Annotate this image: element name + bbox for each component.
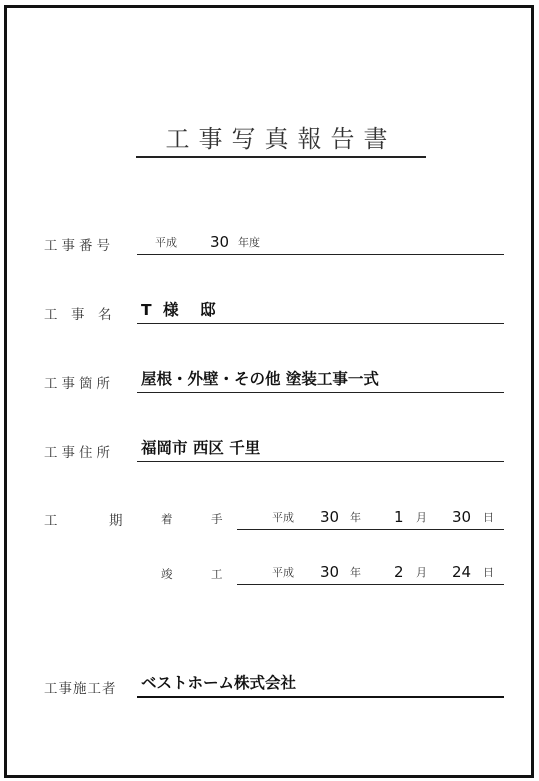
end-day-unit: 日 [483, 566, 494, 579]
project-name-field [137, 297, 504, 324]
start-day-unit: 日 [483, 511, 494, 524]
end-date-field [237, 558, 504, 585]
location-part-label: 工事箇所 [44, 376, 114, 392]
start-month: 1 [394, 508, 404, 526]
end-year-unit: 年 [350, 566, 361, 579]
fiscal-year-era: 平成 [155, 236, 177, 249]
end-label-right: 工 [211, 567, 223, 581]
start-year-unit: 年 [350, 511, 361, 524]
start-era: 平成 [272, 511, 294, 524]
location-part-field [137, 366, 504, 393]
project-name-label: 工 事 名 [44, 307, 112, 323]
fiscal-year-value: 30 [210, 233, 230, 251]
address-field [137, 435, 504, 462]
project-name-value: T 様 邸 [141, 301, 219, 319]
end-month: 2 [394, 563, 404, 581]
start-label-right: 手 [211, 512, 223, 526]
end-label-left: 竣 [161, 567, 173, 581]
fiscal-year-label: 工事番号 [44, 238, 114, 254]
start-day: 30 [452, 508, 472, 526]
end-year: 30 [320, 563, 340, 581]
start-month-unit: 月 [416, 511, 427, 524]
start-label-left: 着 [161, 512, 173, 526]
contractor-field [137, 670, 504, 698]
end-month-unit: 月 [416, 566, 427, 579]
start-year: 30 [320, 508, 340, 526]
period-label-right: 期 [109, 513, 123, 529]
address-value: 福岡市 西区 千里 [141, 439, 261, 457]
location-part-value: 屋根・外壁・その他 塗装工事一式 [141, 370, 379, 388]
end-day: 24 [452, 563, 472, 581]
address-label: 工事住所 [44, 445, 114, 461]
page-title: 工事写真報告書 [136, 122, 426, 158]
fiscal-year-suffix: 年度 [238, 236, 260, 249]
contractor-label: 工事施工者 [44, 681, 117, 697]
contractor-value: ベストホーム株式会社 [141, 674, 297, 692]
fiscal-year-field [137, 228, 504, 255]
end-era: 平成 [272, 566, 294, 579]
period-label-left: 工 [44, 513, 58, 529]
start-date-field [237, 503, 504, 530]
